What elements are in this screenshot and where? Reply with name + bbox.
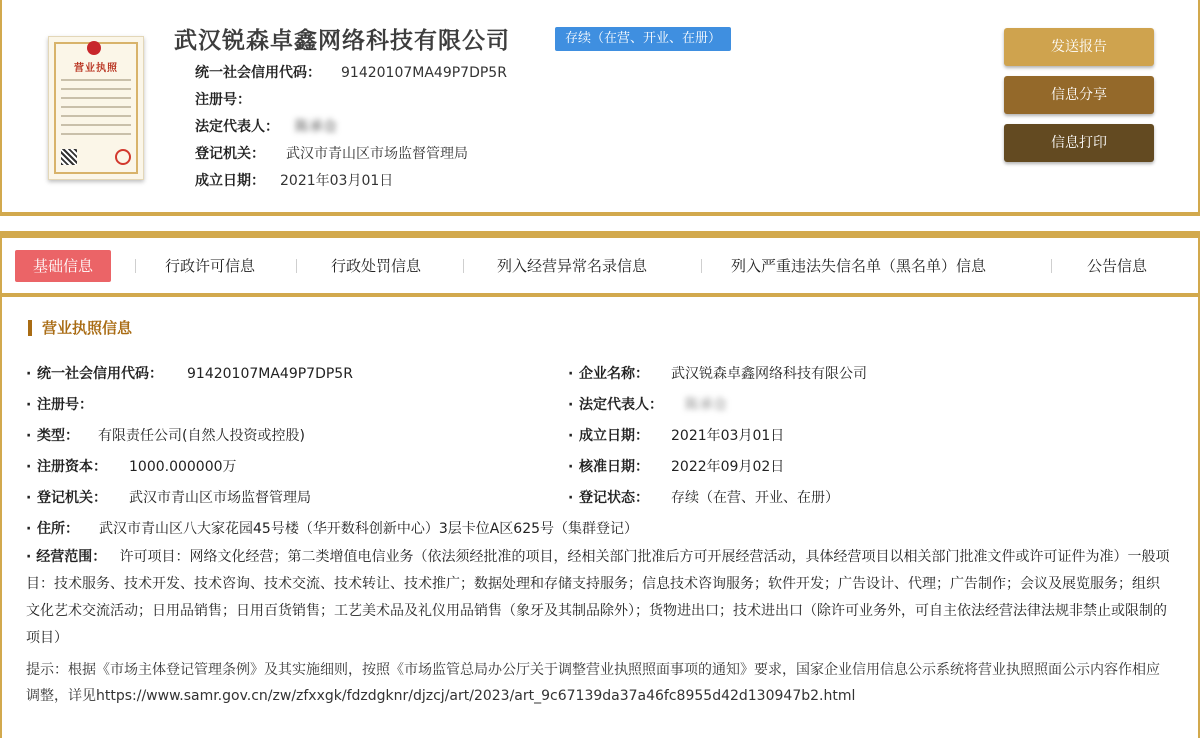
header-authority-value: 武汉市青山区市场监督管理局: [286, 146, 468, 162]
header-est-date-value: 2021年03月01日: [280, 173, 394, 189]
scope-label: 经营范围：: [36, 549, 107, 565]
field-value: 1000.000000万: [129, 459, 237, 475]
tab-announcements[interactable]: 公告信息: [1087, 257, 1148, 275]
company-name: 武汉锐森卓鑫网络科技有限公司: [174, 28, 510, 54]
field-reg-no: · 注册号：: [26, 397, 93, 413]
field-est-date: · 成立日期： 2021年03月01日: [568, 425, 784, 445]
tab-basic-info[interactable]: 基础信息: [15, 250, 111, 282]
field-company-name: · 企业名称： 武汉锐森卓鑫网络科技有限公司: [568, 363, 867, 383]
header-credit-code-value: 91420107MA49P7DP5R: [341, 65, 507, 81]
field-credit-code: · 统一社会信用代码： 91420107MA49P7DP5R: [26, 363, 353, 383]
header-reg-no-row: [195, 89, 251, 109]
header-credit-code-label: 统一社会信用代码：: [195, 65, 321, 81]
header-reg-no-label: 注册号：: [195, 92, 251, 108]
field-label: 注册号：: [37, 397, 93, 413]
section-title: 营业执照信息: [28, 320, 132, 336]
share-info-button[interactable]: 信息分享: [1004, 76, 1154, 114]
notice-text: 提示：根据《市场主体登记管理条例》及其实施细则，按照《市场监管总局办公厅关于调整营业执照照面事项的通知》要求，国家企业信用信息公示系统将营业执照照面公示内容作相应调整，详见https://www.samr.gov.cn/zw/zfxxgk/fdzdgknr/djzcj/art/2023/art_9c67139da37a46fc8955d42d130947b2.html: [26, 662, 1160, 704]
field-label: 类型：: [37, 428, 79, 444]
header-legal-rep-label: 法定代表人：: [195, 119, 279, 135]
field-value: 91420107MA49P7DP5R: [187, 366, 353, 382]
header-credit-code-row: [195, 62, 507, 82]
tab-divider: [296, 259, 297, 273]
header-legal-rep-row: [195, 116, 337, 136]
field-address: · 住所： 武汉市青山区八大家花园45号楼（华开数科创新中心）3层卡位A区625号（集群登记）: [26, 518, 638, 538]
business-license-image[interactable]: [48, 36, 144, 180]
field-label: 注册资本：: [37, 459, 107, 475]
header-legal-rep-value: 陈承仓: [295, 119, 337, 135]
info-tabs-bar: [0, 231, 1200, 297]
field-reg-status: · 登记状态： 存续（在营、开业、在册）: [568, 487, 839, 507]
business-license-panel: [0, 297, 1200, 738]
company-header-card: [0, 0, 1200, 216]
print-info-button[interactable]: 信息打印: [1004, 124, 1154, 162]
field-value: 武汉锐森卓鑫网络科技有限公司: [671, 366, 867, 382]
field-label: 登记机关：: [37, 490, 107, 506]
field-value: 2021年03月01日: [671, 428, 785, 444]
header-est-date-label: 成立日期：: [195, 173, 265, 189]
tab-abnormal-operation[interactable]: 列入经营异常名录信息: [497, 257, 648, 275]
business-scope: · 经营范围： 许可项目：网络文化经营；第二类增值电信业务（依法须经批准的项目，经相关部门批准后方可开展经营活动，具体经营项目以相关部门批准文件或许可证件为准）一般项目：技术服务、技术开发、技术咨询、技术交流、技术转让、技术推广；数据处理和存储支持服务；信息技术咨询服务；软件开发；广告设计、代理；广告制作；会议及展览服务；组织文化艺术交流活动；日用品销售；日用百货销售；工艺美术品及礼仪用品销售（象牙及其制品除外）；货物进出口；技术进出口（除许可业务外，可自主依法经营法律法规非禁止或限制的项目）: [26, 549, 1170, 646]
status-badge: 存续（在营、开业、在册）: [555, 27, 731, 51]
field-type: · 类型： 有限责任公司(自然人投资或控股): [26, 425, 305, 445]
field-label: 成立日期：: [579, 428, 649, 444]
license-text-lines: [61, 79, 131, 142]
field-value: 武汉市青山区市场监督管理局: [129, 490, 311, 506]
field-value: 武汉市青山区八大家花园45号楼（华开数科创新中心）3层卡位A区625号（集群登记）: [99, 521, 639, 537]
tab-divider: [135, 259, 136, 273]
field-value: 存续（在营、开业、在册）: [671, 490, 839, 506]
official-seal-icon: [115, 149, 131, 165]
header-authority-row: [195, 143, 468, 163]
qr-code-icon: [61, 149, 77, 165]
field-value: 陈承仓: [685, 397, 727, 413]
field-label: 核准日期：: [579, 459, 649, 475]
field-authority: · 登记机关： 武汉市青山区市场监督管理局: [26, 487, 311, 507]
tab-divider: [463, 259, 464, 273]
tab-divider: [701, 259, 702, 273]
field-label: 住所：: [37, 521, 79, 537]
tab-blacklist[interactable]: 列入严重违法失信名单（黑名单）信息: [731, 257, 987, 275]
tab-admin-license[interactable]: 行政许可信息: [165, 257, 256, 275]
national-emblem-icon: [87, 41, 101, 55]
field-legal-rep: · 法定代表人： 陈承仓: [568, 394, 727, 414]
field-capital: · 注册资本： 1000.000000万: [26, 456, 237, 476]
field-label: 企业名称：: [579, 366, 649, 382]
header-est-date-row: [195, 170, 393, 190]
scope-text: 许可项目：网络文化经营；第二类增值电信业务（依法须经批准的项目，经相关部门批准后方可开展经营活动，具体经营项目以相关部门批准文件或许可证件为准）一般项目：技术服务、技术开发、技术咨询、技术交流、技术转让、技术推广；数据处理和存储支持服务；信息技术咨询服务；软件开发；广告设计、代理；广告制作；会议及展览服务；组织文化艺术交流活动；日用品销售；日用百货销售；工艺美术品及礼仪用品销售（象牙及其制品除外）；货物进出口；技术进出口（除许可业务外，可自主依法经营法律法规非禁止或限制的项目）: [26, 549, 1170, 646]
field-value: 2022年09月02日: [671, 459, 785, 475]
field-label: 法定代表人：: [579, 397, 663, 413]
field-label: 登记状态：: [579, 490, 649, 506]
license-image-title: 营业执照: [74, 63, 118, 74]
header-authority-label: 登记机关：: [195, 146, 265, 162]
send-report-button[interactable]: 发送报告: [1004, 28, 1154, 66]
tab-divider: [1051, 259, 1052, 273]
tab-admin-penalty[interactable]: 行政处罚信息: [331, 257, 422, 275]
field-value: 有限责任公司(自然人投资或控股): [98, 428, 305, 444]
field-approval-date: · 核准日期： 2022年09月02日: [568, 456, 784, 476]
field-label: 统一社会信用代码：: [37, 366, 163, 382]
